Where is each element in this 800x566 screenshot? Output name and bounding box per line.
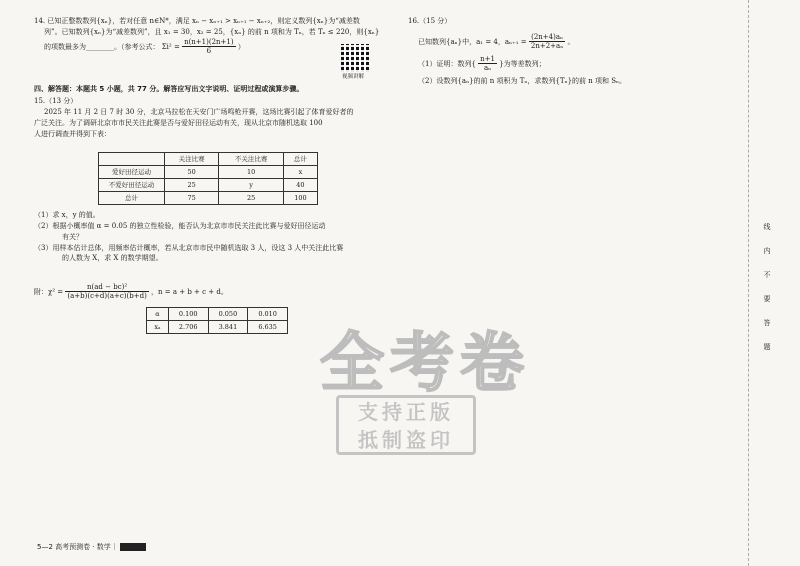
critical-value-table bbox=[146, 307, 288, 334]
margin-warning bbox=[762, 215, 772, 359]
formula-prefix: 附：χ² = bbox=[34, 287, 64, 296]
margin-char: 线 bbox=[763, 223, 771, 231]
binding-line bbox=[748, 0, 749, 566]
margin-char: 内 bbox=[763, 247, 771, 255]
q15-s3a: （3）用样本估计总体，用频率估计概率，若从北京市市民中随机选取 3 人，设这 3 人中关注此比赛 bbox=[34, 243, 344, 252]
table-cell: 25 bbox=[219, 192, 283, 205]
contingency-table bbox=[98, 152, 318, 205]
margin-char: 不 bbox=[763, 271, 771, 279]
qr-caption: 视频讲解 bbox=[342, 74, 365, 80]
q16-s1 bbox=[408, 55, 738, 73]
s1-numerator: n+1 bbox=[480, 54, 495, 63]
table-cell: 爱好田径运动 bbox=[99, 166, 165, 179]
q14-line3-prefix: 的项数最多为________。（参考公式： bbox=[44, 42, 160, 51]
table-row bbox=[99, 179, 318, 192]
table-cell: xₐ bbox=[147, 321, 169, 334]
sum-symbol: Σi² = bbox=[161, 42, 180, 51]
q15-head: 15.（13 分） bbox=[34, 97, 78, 105]
margin-char: 答 bbox=[763, 319, 771, 327]
table-cell: 总计 bbox=[283, 153, 317, 166]
table-cell: 总计 bbox=[99, 192, 165, 205]
q15-s3b: 的人数为 X，求 X 的数学期望。 bbox=[62, 254, 163, 263]
table-cell: 不爱好田径运动 bbox=[99, 179, 165, 192]
q14-line1: 14. 已知正整数数列{xₙ}，若对任意 n∈N*，满足 xₙ − xₙ₊₁ > xₙ₊₁ − xₙ₊₂，则定义数列{xₙ}为“减差数 bbox=[34, 17, 360, 25]
table-cell: 0.100 bbox=[168, 308, 208, 321]
table-cell: x bbox=[283, 166, 317, 179]
table-cell: 40 bbox=[283, 179, 317, 192]
q15-p2: 广泛关注。为了调研北京市市民关注此赛是否与爱好田径运动有关，现从北京市随机选取 100 bbox=[34, 118, 323, 127]
q16-block bbox=[408, 16, 738, 87]
table-cell: 100 bbox=[283, 192, 317, 205]
q14-line3-suffix: ） bbox=[237, 42, 245, 51]
q14-line2: 列”。已知数列{xₙ}为“减差数列”，且 x₁ = 30，x₂ = 25，{xₙ} 的前 n 项和为 Tₙ，若 Tₙ ≤ 220，则{xₙ} bbox=[44, 27, 380, 36]
given-numerator: (2n+4)aₙ bbox=[529, 33, 565, 42]
q16-s2: （2）设数列{aₙ}的前 n 项积为 Tₙ，求数列{Tₙ}的前 n 项和 Sₙ。 bbox=[418, 77, 627, 86]
formula-denominator: (a+b)(c+d)(a+c)(b+d) bbox=[67, 292, 147, 301]
table-cell bbox=[99, 153, 165, 166]
table-cell: 0.050 bbox=[208, 308, 248, 321]
anti-piracy-stamp bbox=[336, 395, 476, 455]
table-cell: 0.010 bbox=[248, 308, 288, 321]
table-cell: 2.706 bbox=[168, 321, 208, 334]
table-cell: 不关注比赛 bbox=[219, 153, 283, 166]
table-header-row bbox=[99, 153, 318, 166]
footer-text: 5—2 高考预测卷 · 数学｜ bbox=[37, 543, 118, 551]
table-cell: y bbox=[219, 179, 283, 192]
given-suffix: 。 bbox=[567, 37, 575, 46]
s1-denominator: aₙ bbox=[483, 64, 492, 73]
given-prefix: 已知数列{aₙ}中，a₁ = 4，aₙ₊₁ = bbox=[418, 37, 527, 46]
formula-suffix: ，n = a + b + c + d。 bbox=[151, 287, 228, 296]
sum-fraction bbox=[182, 38, 236, 56]
q16-head: 16.（15 分） bbox=[408, 17, 452, 25]
qr-code-icon[interactable] bbox=[341, 44, 369, 72]
q15-s2a: （2）根据小概率值 α = 0.05 的独立性检验，能否认为北京市市民关注此比赛与爱好田径运动 bbox=[34, 221, 326, 230]
s1-suffix: }为等差数列； bbox=[499, 59, 546, 68]
page-footer bbox=[37, 542, 146, 553]
q15-block bbox=[34, 96, 394, 139]
table-row bbox=[99, 192, 318, 205]
table-cell: 25 bbox=[165, 179, 219, 192]
table-cell: 6.635 bbox=[248, 321, 288, 334]
s1-prefix: （1）证明：数列{ bbox=[418, 59, 476, 68]
q14-line3 bbox=[34, 38, 384, 56]
table-cell: 关注比赛 bbox=[165, 153, 219, 166]
q15-s1: （1）求 x，y 的值。 bbox=[34, 211, 100, 219]
q15-s2b: 有关？ bbox=[62, 232, 83, 241]
table-cell: 10 bbox=[219, 166, 283, 179]
formula-fraction bbox=[65, 283, 148, 301]
s1-fraction bbox=[478, 55, 497, 73]
margin-char: 题 bbox=[763, 343, 771, 351]
table-row bbox=[147, 308, 288, 321]
given-fraction bbox=[529, 33, 565, 51]
table-cell: α bbox=[147, 308, 169, 321]
sum-numerator: n(n+1)(2n+1) bbox=[184, 37, 234, 46]
watermark-logo: 全考卷 bbox=[320, 327, 530, 401]
margin-char: 要 bbox=[763, 295, 771, 303]
table-cell: 75 bbox=[165, 192, 219, 205]
q14-block bbox=[34, 16, 384, 55]
stamp-line1: 支持正版 bbox=[358, 400, 454, 424]
given-denominator: 2n+2+aₙ bbox=[530, 42, 564, 51]
section-heading: 四、解答题：本题共 5 小题，共 77 分。解答应写出文字说明、证明过程或演算步骤。 bbox=[34, 85, 304, 93]
table-row bbox=[147, 321, 288, 334]
stamp-line2: 抵制盗印 bbox=[358, 428, 454, 452]
table-cell: 3.841 bbox=[208, 321, 248, 334]
table-cell: 50 bbox=[165, 166, 219, 179]
formula-numerator: n(ad − bc)² bbox=[65, 283, 148, 292]
q16-given bbox=[408, 33, 738, 51]
q15-p1: 2025 年 11 月 2 日 7 时 30 分，北京马拉松在天安门广场鸣枪开赛，这场比赛引起了体育爱好者的 bbox=[44, 107, 354, 116]
publisher-logo-icon bbox=[120, 543, 146, 551]
q15-p3: 人进行调查并得到下表： bbox=[34, 129, 111, 138]
chi-square-formula bbox=[34, 283, 228, 301]
q15-subquestions bbox=[34, 210, 394, 264]
table-row bbox=[99, 166, 318, 179]
sum-denominator: 6 bbox=[206, 47, 212, 56]
